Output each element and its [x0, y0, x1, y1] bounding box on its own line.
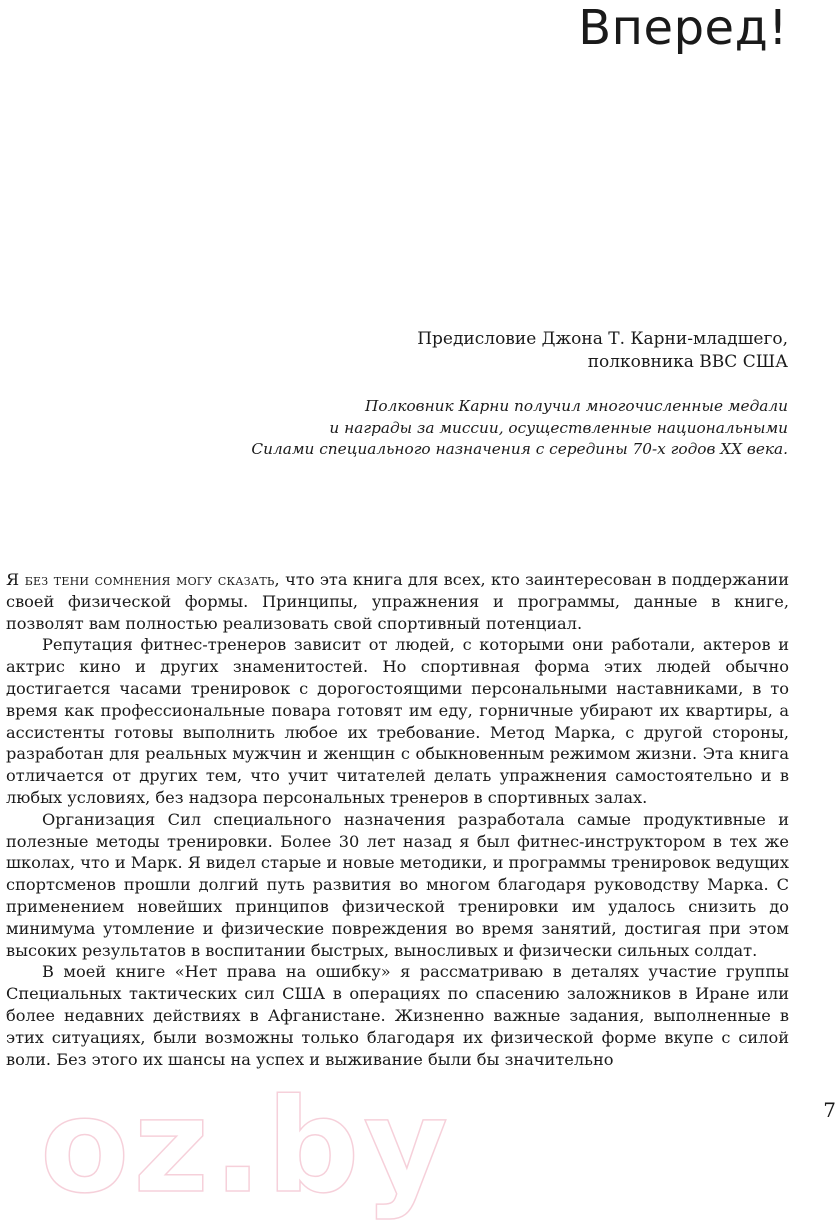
watermark-logo: oz.by [40, 1070, 453, 1222]
foreword-attribution [417, 328, 788, 374]
foreword-line: Предисловие Джона Т. Карни-младшего, [417, 329, 788, 349]
author-note-line: Полковник Карни получил многочисленные медали [365, 397, 788, 415]
paragraph [6, 569, 789, 634]
author-note-line: и награды за миссии, осуществленные национальными [329, 418, 788, 437]
page-number: 7 [823, 1098, 836, 1122]
author-note [251, 396, 788, 461]
chapter-title: Вперед! [578, 0, 788, 56]
body-text [6, 569, 789, 1070]
author-note-line: Силами специального назначения с середины 70-х годов XX века. [251, 440, 788, 458]
paragraph-text: что эта книга для всех, кто заинтересован в поддержании своей физической формы. Принципы, упражнения и программы, данные в книге, позволят вам полностью реализовать свой спортивный потенциал. [6, 570, 789, 633]
paragraph: В моей книге «Нет права на ошибку» я рассматриваю в деталях участие группы Специальных тактических сил США в операциях по спасению заложников в Иране или более недавних действиях в Афганистане. Жизненно важные задания, выполненные в этих ситуациях, были возможны только благодаря их физической форме вкупе с силой воли. Без этого их шансы на успех и выживание были бы значительно [6, 962, 789, 1069]
paragraph: Организация Сил специального назначения разработала самые продуктивные и полезные методы тренировки. Более 30 лет назад я был фитнес-инструктором в тех же школах, что и Марк. Я видел старые и новые методики, и программы тренировок ведущих спортсменов прошли долгий путь развития во многом благодаря руководству Марка. С применением новейших принципов физической тренировки им удалось снизить до минимума утомление и физические повреждения во время занятий, достигая при этом высоких результатов в воспитании быстрых, выносливых и физически сильных солдат. [6, 809, 789, 960]
paragraph: Репутация фитнес-тренеров зависит от людей, с которыми они работали, актеров и актрис кино и других знаменитостей. Но спортивная форма этих людей обычно достигается часами тренировок с дорогостоящими персональными наставниками, в то время как профессиональные повара готовят им еду, горничные убирают их квартиры, а ассистенты готовы выполнить любое их требование. Метод Марка, с другой стороны, разработан для реальных мужчин и женщин с обыкновенным режимом жизни. Эта книга отличается от других тем, что учит читателей делать упражнения самостоятельно и в любых условиях, без надзора персональных тренеров в спортивных залах. [6, 635, 789, 807]
lead-in: Я без тени сомнения могу сказать, [6, 570, 280, 589]
foreword-line: полковника ВВС США [587, 352, 788, 372]
